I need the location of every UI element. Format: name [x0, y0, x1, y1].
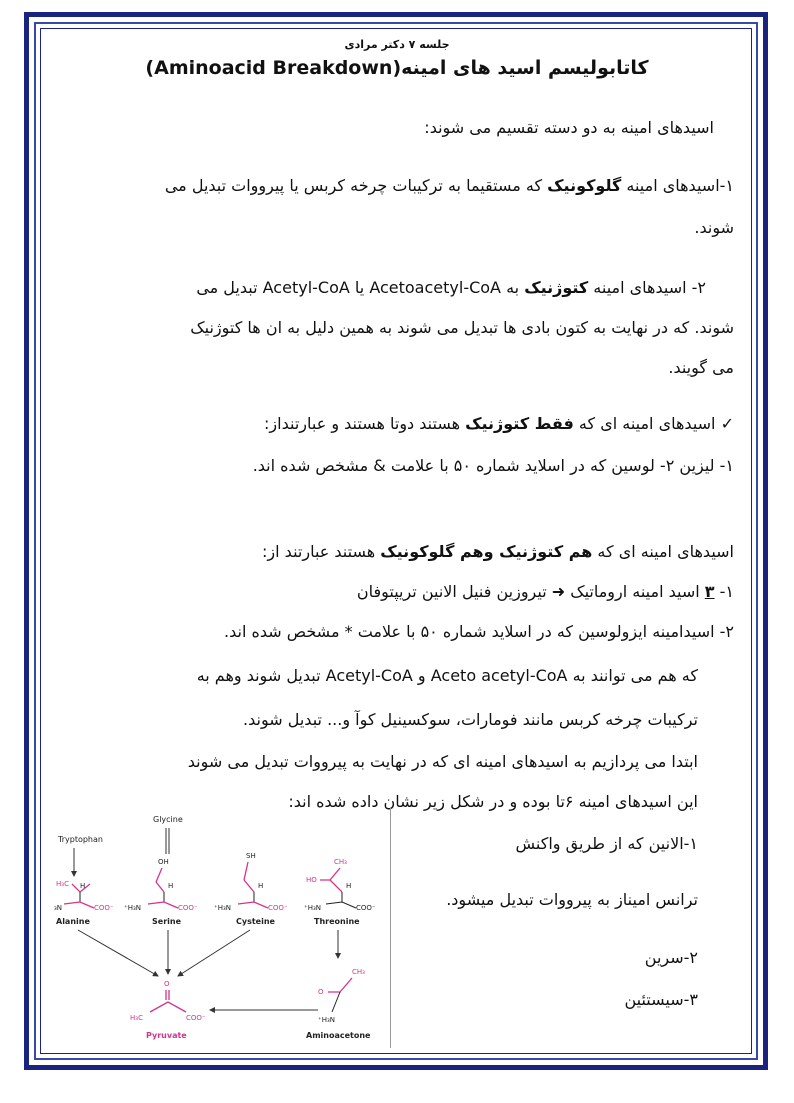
document-body [60, 36, 734, 79]
text-span: به Acetoacetyl-CoA یا Acetyl-CoA تبدیل می [196, 278, 525, 297]
text-span: که مستقیما به ترکیبات چرخه کربس یا پیرووات تبدیل می [164, 176, 548, 195]
threonine-label: Threonine [314, 917, 360, 926]
pyruvate-bond [150, 1002, 186, 1012]
ketogenic-term: کتوژنیک [524, 278, 589, 297]
aminoacetone-label: Aminoacetone [306, 1031, 371, 1040]
serine-bond-2 [156, 882, 164, 892]
only-ketogenic-list: ۱- لیزین ۲- لوسین که در اسلاید شماره ۵۰ با علامت & مشخص شده اند. [252, 456, 734, 475]
only-ketogenic-line [264, 414, 734, 433]
glucogenic-term: گلوکونیک [547, 176, 622, 195]
cysteine-coo: COO⁻ [268, 904, 288, 912]
serine-h: H [168, 882, 174, 890]
alanine-h3c: H₃C [56, 880, 69, 888]
glycine-label: Glycine [153, 815, 183, 824]
cysteine-bond-4 [238, 902, 268, 908]
serine-item: ۲-سرین [644, 948, 698, 967]
aminoacetone-ch3: CH₃ [352, 968, 365, 976]
cysteine-item: ۳-سیستئین [624, 990, 698, 1009]
cysteine-h: H [258, 882, 264, 890]
pyruvate-coo: COO⁻ [186, 1014, 206, 1022]
text-span: اسید امینه اروماتیک ➜ تیروزین فنیل الانین تریپتوفان [356, 582, 705, 601]
alanine-bond-3 [64, 902, 94, 908]
serine-bond-4 [148, 902, 178, 908]
only-ketogenic-term: فقط کتوژنیک [465, 414, 574, 433]
text-span: ۲- اسیدهای امینه [588, 278, 706, 297]
pyruvate-pathway-figure [50, 808, 391, 1048]
cysteine-h3n: ⁺H₃N [214, 904, 232, 912]
serine-coo: COO⁻ [178, 904, 198, 912]
pyruvate-h3c: H₃C [130, 1014, 143, 1022]
aminoacetone-o: O [318, 988, 324, 996]
conversion-line-1: که هم می توانند به Aceto acetyl-CoA و Acetyl-CoA تبدیل شوند وهم به [196, 666, 698, 685]
cysteine-label: Cysteine [236, 917, 275, 926]
pathway-diagram [50, 808, 390, 1048]
both-term: هم کتوژنیک وهم گلوکونیک [380, 542, 593, 561]
threonine-ch3: CH₃ [334, 858, 347, 866]
tryptophan-label: Tryptophan [58, 835, 103, 844]
serine-label: Serine [152, 917, 181, 926]
threonine-coo: COO⁻ [356, 904, 376, 912]
alanine-to-pyruvate-arrow [78, 930, 158, 976]
glucogenic-line-2: شوند. [694, 218, 734, 237]
threonine-bond-1 [320, 868, 340, 880]
text-span: هستند دوتا هستند و عبارتنداز: [264, 414, 466, 433]
page-title: کاتابولیسم اسید های امینه(Aminoacid Breakdown) [145, 57, 649, 79]
threonine-bond-2 [330, 880, 342, 892]
six-aminoacids-line: این اسیدهای امینه ۶تا بوده و در شکل زیر نشان داده شده اند: [288, 792, 698, 811]
text-span: ✓ اسیدهای امینه ای که [573, 414, 734, 433]
both-line [262, 542, 734, 561]
serine-bond-1 [156, 868, 162, 882]
cysteine-to-pyruvate-arrow [178, 930, 250, 976]
alanine-note-1: ۱-الانین که از طریق واکنش [515, 834, 698, 853]
text-span: ۱-اسیدهای امینه [621, 176, 734, 195]
intro-line: اسیدهای امینه به دو دسته تقسیم می شوند: [424, 118, 714, 137]
conversion-line-2: ترکیبات چرخه کربس مانند فومارات، سوکسینیل کوآ و... تبدیل شوند. [243, 710, 698, 729]
pyruvate-o: O [164, 980, 170, 988]
text-span: هستند عبارتند از: [262, 542, 381, 561]
serine-h3n: ⁺H₃N [124, 904, 142, 912]
aromatic-count: ۳ [704, 582, 715, 601]
ketogenic-line-3: می گویند. [668, 358, 734, 377]
threonine-ho: HO [306, 876, 317, 884]
text-span: اسیدهای امینه ای که [592, 542, 734, 561]
alanine-note-2: ترانس امیناز به پیرووات تبدیل میشود. [446, 890, 698, 909]
aromatic-line [357, 582, 734, 601]
alanine-n3: ₃N [54, 904, 63, 912]
text-span: ۱- [714, 582, 734, 601]
threonine-h3n: ⁺H₃N [304, 904, 322, 912]
isoleucine-line: ۲- اسیدامینه ایزولوسین که در اسلاید شماره ۵۰ با علامت * مشخص شده اند. [224, 622, 734, 641]
threonine-h: H [346, 882, 352, 890]
aminoacetone-bond-2 [332, 992, 340, 1012]
pyruvate-intro-line: ابتدا می پردازیم به اسیدهای امینه ای که در نهایت به پیرووات تبدیل می شوند [187, 752, 698, 771]
threonine-bond-4 [326, 902, 356, 908]
cysteine-sh: SH [246, 852, 256, 860]
ketogenic-line-2: شوند. که در نهایت به کتون بادی ها تبدیل می شوند به همین دلیل به ان ها کتوژنیک [190, 318, 734, 337]
serine-oh: OH [158, 858, 169, 866]
pyruvate-label: Pyruvate [146, 1031, 187, 1040]
cysteine-bond-2 [244, 880, 254, 892]
ketogenic-line [196, 278, 706, 297]
cysteine-bond-1 [244, 862, 248, 880]
alanine-label: Alanine [56, 917, 90, 926]
alanine-coo: COO⁻ [94, 904, 114, 912]
alanine-h: H [80, 882, 86, 890]
session-label: جلسه ۷ دکتر مرادی [344, 38, 450, 51]
glucogenic-line [165, 176, 734, 195]
aminoacetone-h3n: ⁺H₃N [318, 1016, 336, 1024]
aminoacetone-bond-1 [328, 978, 352, 992]
